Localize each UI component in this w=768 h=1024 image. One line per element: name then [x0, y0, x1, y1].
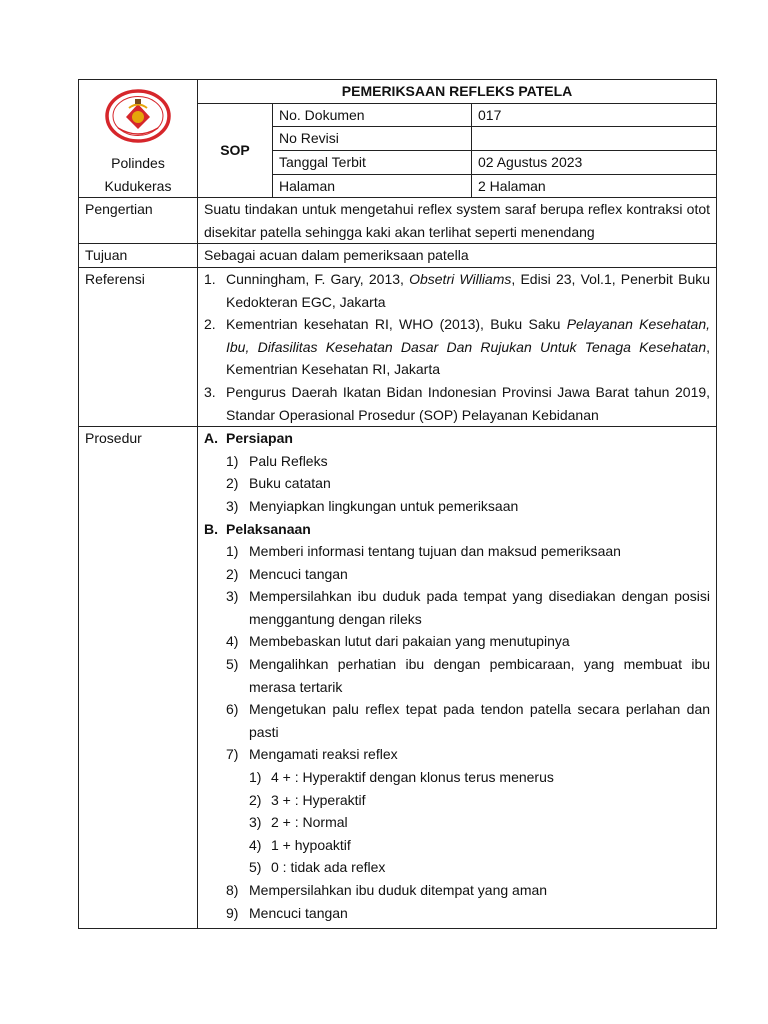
- list-item: 4) Membebaskan lutut dari pakaian yang menutupinya: [226, 633, 570, 650]
- list-item: 4) 1 + hypoaktif: [249, 836, 351, 853]
- meta-value-no-dokumen: 017: [472, 103, 717, 127]
- referensi-label: Referensi: [79, 267, 198, 426]
- list-item: 1) 4 + : Hyperaktif dengan klonus terus menerus: [249, 769, 554, 786]
- list-item: 2. Kementrian kesehatan RI, WHO (2013), Buku Saku Pelayanan Kesehatan, Ibu, Difasilitas Kesehatan Dasar Dan Rujukan Untuk Tenaga Kesehatan, Kementrian Kesehatan RI, Jakarta: [204, 316, 711, 378]
- document-title: PEMERIKSAAN REFLEKS PATELA: [198, 80, 717, 104]
- list-item: 2) Buku catatan: [226, 475, 331, 492]
- pelaksanaan-list: [226, 540, 710, 924]
- persiapan-list: [226, 450, 710, 518]
- persiapan-heading: A. Persiapan: [204, 430, 293, 447]
- list-item: 3) Menyiapkan lingkungan untuk pemeriksaan: [226, 497, 519, 514]
- sop-table: [78, 79, 717, 929]
- meta-value-tanggal-terbit: 02 Agustus 2023: [472, 151, 717, 175]
- meta-value-no-revisi: [472, 127, 717, 151]
- list-item: 5) 0 : tidak ada reflex: [249, 859, 386, 876]
- list-item: 9) Mencuci tangan: [226, 904, 348, 921]
- meta-label-no-dokumen: No. Dokumen: [273, 103, 472, 127]
- sop-label: SOP: [198, 103, 273, 198]
- ibi-emblem-icon: [104, 88, 172, 144]
- tujuan-text: Sebagai acuan dalam pemeriksaan patella: [198, 244, 717, 268]
- org-name: Polindes: [111, 155, 165, 171]
- org-cell: [79, 80, 198, 198]
- list-item: 5) Mengalihkan perhatian ibu dengan pembicaraan, yang membuat ibu merasa tertarik: [226, 656, 711, 695]
- meta-value-halaman: 2 Halaman: [472, 174, 717, 198]
- meta-label-no-revisi: No Revisi: [273, 127, 472, 151]
- pelaksanaan-heading: B. Pelaksanaan: [204, 520, 311, 537]
- pengertian-label: Pengertian: [79, 198, 198, 244]
- meta-label-halaman: Halaman: [273, 174, 472, 198]
- list-item: 7) Mengamati reaksi reflex 1) 4 + : Hyperaktif dengan klonus terus menerus 2) 3 + : Hyperaktif 3) 2 + : Normal 4) 1 + hypoaktif 5) 0 : tidak ada reflex: [226, 743, 710, 879]
- list-item: 3) Mempersilahkan ibu duduk pada tempat yang disediakan dengan posisi menggantung dengan rileks: [226, 588, 711, 627]
- referensi-list-cell: [198, 267, 717, 426]
- list-item: 6) Mengetukan palu reflex tepat pada tendon patella secara perlahan dan pasti: [226, 701, 711, 740]
- list-item: 1. Cunningham, F. Gary, 2013, Obsetri Williams, Edisi 23, Vol.1, Penerbit Buku Kedokteran EGC, Jakarta: [204, 270, 711, 310]
- reaksi-list: [249, 766, 710, 879]
- list-item: 2) 3 + : Hyperaktif: [249, 791, 366, 808]
- meta-label-tanggal-terbit: Tanggal Terbit: [273, 151, 472, 175]
- list-item: 1) Memberi informasi tentang tujuan dan maksud pemeriksaan: [226, 543, 621, 560]
- list-item: 3. Pengurus Daerah Ikatan Bidan Indonesian Provinsi Jawa Barat tahun 2019, Standar Operasional Prosedur (SOP) Pelayanan Kebidanan: [204, 383, 711, 423]
- list-item: 1) Palu Refleks: [226, 452, 328, 469]
- pengertian-text: Suatu tindakan untuk mengetahui reflex system saraf berupa reflex kontraksi otot disekitar patella sehingga kaki akan terlihat seperti menendang: [198, 198, 717, 244]
- referensi-list: [204, 268, 710, 426]
- tujuan-label: Tujuan: [79, 244, 198, 268]
- org-location: Kudukeras: [104, 177, 172, 194]
- prosedur-cell: [198, 427, 717, 929]
- prosedur-label: Prosedur: [79, 427, 198, 929]
- list-item: 2) Mencuci tangan: [226, 565, 348, 582]
- list-item: 8) Mempersilahkan ibu duduk ditempat yang aman: [226, 882, 548, 898]
- list-item: 3) 2 + : Normal: [249, 814, 348, 831]
